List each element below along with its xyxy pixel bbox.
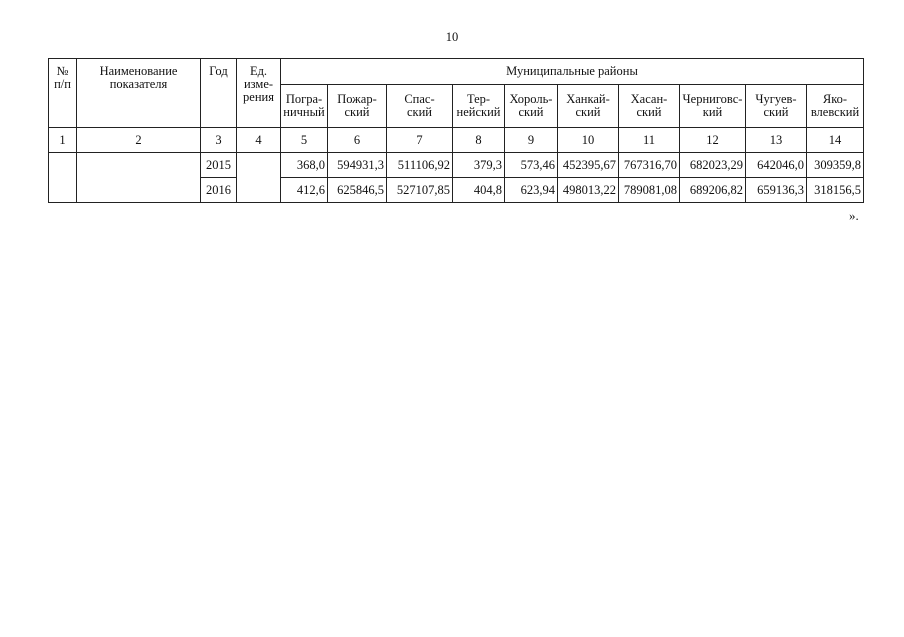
column-number: 13 — [746, 128, 807, 153]
value-cell: 527107,85 — [387, 178, 453, 203]
header-district-chuguevsky: Чугуев- ский — [746, 85, 807, 128]
header-district-spassky: Спас- ский — [387, 85, 453, 128]
value-cell: 642046,0 — [746, 153, 807, 178]
row-num-cell — [49, 153, 77, 203]
value-cell: 318156,5 — [807, 178, 864, 203]
value-cell: 379,3 — [453, 153, 505, 178]
value-cell: 404,8 — [453, 178, 505, 203]
value-cell: 368,0 — [281, 153, 328, 178]
value-cell: 511106,92 — [387, 153, 453, 178]
header-district-yakovlevsky: Яко- влевский — [807, 85, 864, 128]
table-row — [49, 153, 864, 178]
column-number: 5 — [281, 128, 328, 153]
header-row-1 — [49, 59, 864, 85]
column-number: 7 — [387, 128, 453, 153]
header-district-pogranichny: Погра- ничный — [281, 85, 328, 128]
column-number: 2 — [77, 128, 201, 153]
value-cell: 682023,29 — [680, 153, 746, 178]
header-name: Наименование показателя — [77, 59, 201, 128]
value-cell: 659136,3 — [746, 178, 807, 203]
header-district-khasansky: Хасан- ский — [619, 85, 680, 128]
column-number: 4 — [237, 128, 281, 153]
column-number: 1 — [49, 128, 77, 153]
column-number: 6 — [328, 128, 387, 153]
header-district-chernigovsky: Черниговс- кий — [680, 85, 746, 128]
column-number: 9 — [505, 128, 558, 153]
header-district-khorolsky: Хороль- ский — [505, 85, 558, 128]
indicators-table — [48, 58, 864, 203]
value-cell: 309359,8 — [807, 153, 864, 178]
value-cell: 498013,22 — [558, 178, 619, 203]
header-district-khankaysky: Ханкай- ский — [558, 85, 619, 128]
year-cell: 2016 — [201, 178, 237, 203]
row-name-cell — [77, 153, 201, 203]
page-number: 10 — [445, 30, 459, 44]
header-unit: Ед. изме- рения — [237, 59, 281, 128]
year-cell: 2015 — [201, 153, 237, 178]
header-district-terneysky: Тер- нейский — [453, 85, 505, 128]
header-districts-group: Муниципальные районы — [281, 59, 864, 85]
value-cell: 412,6 — [281, 178, 328, 203]
value-cell: 767316,70 — [619, 153, 680, 178]
header-year: Год — [201, 59, 237, 128]
column-numbers-row — [49, 128, 864, 153]
value-cell: 789081,08 — [619, 178, 680, 203]
column-number: 11 — [619, 128, 680, 153]
column-number: 3 — [201, 128, 237, 153]
column-number: 12 — [680, 128, 746, 153]
value-cell: 625846,5 — [328, 178, 387, 203]
header-district-pozharsky: Пожар- ский — [328, 85, 387, 128]
row-unit-cell — [237, 153, 281, 203]
value-cell: 452395,67 — [558, 153, 619, 178]
closing-quote-mark: ». — [849, 208, 859, 223]
column-number: 10 — [558, 128, 619, 153]
header-num: № п/п — [49, 59, 77, 128]
column-number: 14 — [807, 128, 864, 153]
value-cell: 594931,3 — [328, 153, 387, 178]
column-number: 8 — [453, 128, 505, 153]
value-cell: 689206,82 — [680, 178, 746, 203]
value-cell: 623,94 — [505, 178, 558, 203]
value-cell: 573,46 — [505, 153, 558, 178]
